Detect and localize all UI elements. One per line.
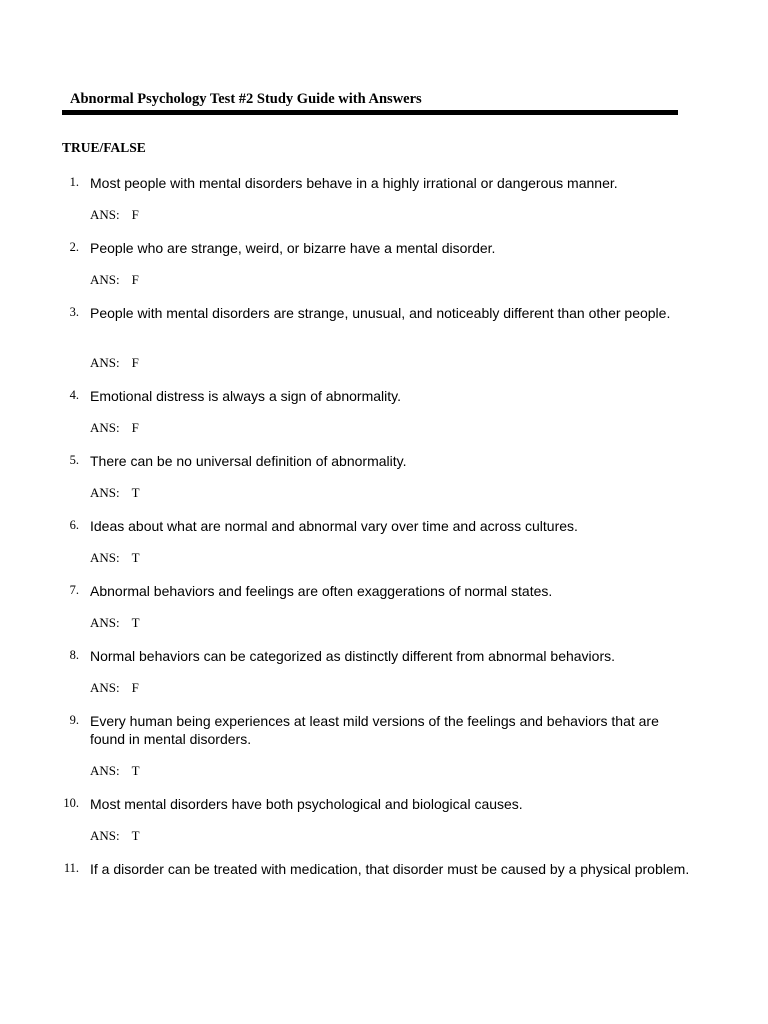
answer-line [90, 485, 140, 501]
question-text: Emotional distress is always a sign of abnormality. [90, 388, 401, 404]
answer-value: T [131, 485, 140, 500]
answer-value: T [131, 763, 140, 778]
answer-label: ANS: [90, 272, 120, 287]
answer-label: ANS: [90, 355, 120, 370]
question-text: Abnormal behaviors and feelings are often exaggerations of normal states. [90, 583, 553, 599]
section-heading: TRUE/FALSE [62, 140, 146, 155]
answer-label: ANS: [90, 828, 120, 843]
question-number: 2. [69, 240, 79, 254]
answer-value: F [131, 420, 139, 435]
answer-line [90, 355, 139, 371]
answer-line [90, 207, 139, 223]
answer-label: ANS: [90, 420, 120, 435]
question-text: People with mental disorders are strange, unusual, and noticeably different than other people. [90, 305, 671, 321]
answer-line [90, 550, 140, 566]
answer-line [90, 272, 139, 288]
question-number: 4. [69, 388, 79, 402]
document-title: Abnormal Psychology Test #2 Study Guide with Answers [70, 91, 422, 107]
question-number: 1. [69, 175, 79, 189]
answer-label: ANS: [90, 763, 120, 778]
question-number: 11. [63, 861, 79, 875]
question-text: Normal behaviors can be categorized as distinctly different from abnormal behaviors. [90, 648, 615, 664]
answer-label: ANS: [90, 615, 120, 630]
answer-line [90, 420, 139, 436]
answer-value: T [131, 828, 140, 843]
answer-value: F [131, 272, 139, 287]
question-text: People who are strange, weird, or bizarre have a mental disorder. [90, 240, 496, 256]
question-text: Every human being experiences at least mild versions of the feelings and behaviors that are found in mental disorders. [90, 713, 659, 747]
answer-value: T [131, 615, 140, 630]
answer-value: F [131, 355, 139, 370]
question-text: Ideas about what are normal and abnormal vary over time and across cultures. [90, 518, 578, 534]
question-number: 9. [69, 713, 79, 727]
answer-value: F [131, 207, 139, 222]
answer-label: ANS: [90, 207, 120, 222]
question-number: 6. [69, 518, 79, 532]
answer-value: T [131, 550, 140, 565]
answer-label: ANS: [90, 485, 120, 500]
answer-label: ANS: [90, 550, 120, 565]
question-text: Most people with mental disorders behave in a highly irrational or dangerous manner. [90, 175, 618, 191]
question-text: Most mental disorders have both psychological and biological causes. [90, 796, 523, 812]
question-number: 8. [69, 648, 79, 662]
question-number: 7. [69, 583, 79, 597]
question-text: There can be no universal definition of abnormality. [90, 453, 407, 469]
answer-line [90, 615, 140, 631]
question-number: 5. [69, 453, 79, 467]
question-number: 10. [63, 796, 79, 810]
answer-line [90, 763, 140, 779]
answer-label: ANS: [90, 680, 120, 695]
answer-line [90, 680, 139, 696]
answer-value: F [131, 680, 139, 695]
answer-line [90, 828, 140, 844]
question-number: 3. [69, 305, 79, 319]
question-text: If a disorder can be treated with medication, that disorder must be caused by a physical problem. [90, 861, 690, 877]
